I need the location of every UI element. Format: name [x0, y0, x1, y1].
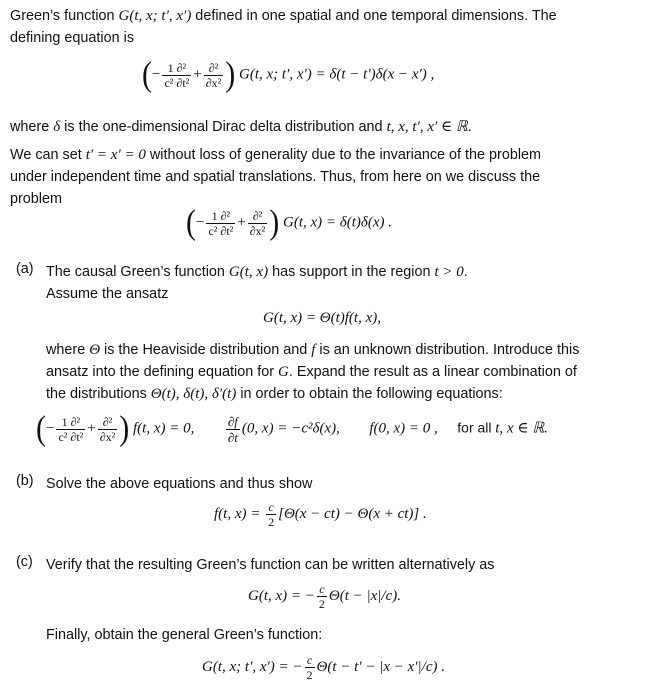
alternative-green-function: G(t, x) = − $\frac{c}{2}$ Θ(t − |x|/c). [248, 582, 401, 611]
part-b-line: Solve the above equations and thus show [46, 476, 313, 492]
set-line-3: problem [10, 191, 62, 207]
part-c-label: (c) [16, 554, 33, 570]
part-a-line-1: The causal Green’s function G(t, x) has support in the region t > 0. [46, 264, 468, 280]
where-delta-line: where δ is the one-dimensional Dirac delta distribution and t, x, t′, x′ ∈ ℝ. [10, 119, 472, 135]
wave-eq-f: f(t, x) = 0, [133, 420, 195, 437]
intro-line-2: defining equation is [10, 30, 135, 46]
paren-close: ) [225, 55, 236, 94]
intro-line-1 [10, 6, 656, 27]
intro-text-cont: defined in one spatial and one temporal dimensions. The [191, 8, 557, 24]
paren-open: ( [142, 55, 152, 94]
derived-equations: (− $\frac{\text{1 ∂²}}{\text{c² ∂t²}}$ + $\frac{\text{∂²}}{\text{∂x²}}$ ) f(t, x) = 0, $\frac{\partial f}{\partial t}$ (0, x) = −c²δ(x), f(0, x) = 0 , for all t, x ∈ ℝ. [36, 409, 548, 448]
set-line-1: We can set t′ = x′ = 0 without loss of generality due to the invariance of the problem [10, 147, 542, 163]
set-line-2: under independent time and spatial translations. Thus, from here on we discuss the [10, 169, 541, 185]
finally-line: Finally, obtain the general Green’s function: [46, 627, 323, 643]
part-b-label: (b) [16, 473, 34, 489]
solution-equation: f(t, x) = $\frac{c}{2}$ [Θ(x − ct) − Θ(x + ct)] . [214, 500, 427, 529]
part-a-para-3: the distributions Θ(t), δ(t), δ′(t) in order to obtain the following equations: [46, 386, 503, 402]
part-a-para-1: where Θ is the Heaviside distribution and f is an unknown distribution. Introduce this [46, 342, 580, 358]
initial-velocity-eq: (0, x) = −c²δ(x), [241, 420, 340, 437]
defining-equation: (− $\frac{\text{1 ∂²}}{\text{c² ∂t²}}$ + $\frac{\text{∂²}}{\text{∂x²}}$ ) G(t, x; t′, x′) = δ(t − t′)δ(x − x′) , [142, 55, 435, 94]
part-a-line-2: Assume the ansatz [46, 286, 169, 302]
part-c-line: Verify that the resulting Green’s function can be written alternatively as [46, 557, 495, 573]
frac-time: $\frac{\text{1 ∂²}}{\text{c² ∂t²}}$ [164, 60, 190, 90]
reduced-equation: (− $\frac{\text{1 ∂²}}{\text{c² ∂t²}}$ + $\frac{\text{∂²}}{\text{∂x²}}$ ) G(t, x) = δ(t)δ(x) . [186, 203, 393, 242]
green-function-symbol: G(t, x; t′, x′) [118, 8, 192, 24]
equation-rhs: G(t, x; t′, x′) = δ(t − t′)δ(x − x′) , [239, 66, 435, 83]
ansatz-equation: G(t, x) = Θ(t)f(t, x), [263, 310, 381, 326]
equation-rhs: G(t, x) = δ(t)δ(x) . [283, 214, 393, 231]
frac-space: $\frac{\text{∂²}}{\text{∂x²}}$ [249, 208, 266, 238]
frac-space: $\frac{\text{∂²}}{\text{∂x²}}$ [205, 60, 222, 90]
intro-text: Green’s function [10, 8, 119, 24]
initial-value-eq: f(0, x) = 0 , [369, 420, 438, 437]
general-green-function: G(t, x; t′, x′) = − $\frac{c}{2}$ Θ(t − t′ − |x − x′|/c) . [202, 653, 446, 682]
part-a-label: (a) [16, 261, 34, 277]
frac-time: $\frac{\text{1 ∂²}}{\text{c² ∂t²}}$ [208, 208, 234, 238]
part-a-para-2: ansatz into the defining equation for G. Expand the result as a linear combination of [46, 364, 577, 380]
